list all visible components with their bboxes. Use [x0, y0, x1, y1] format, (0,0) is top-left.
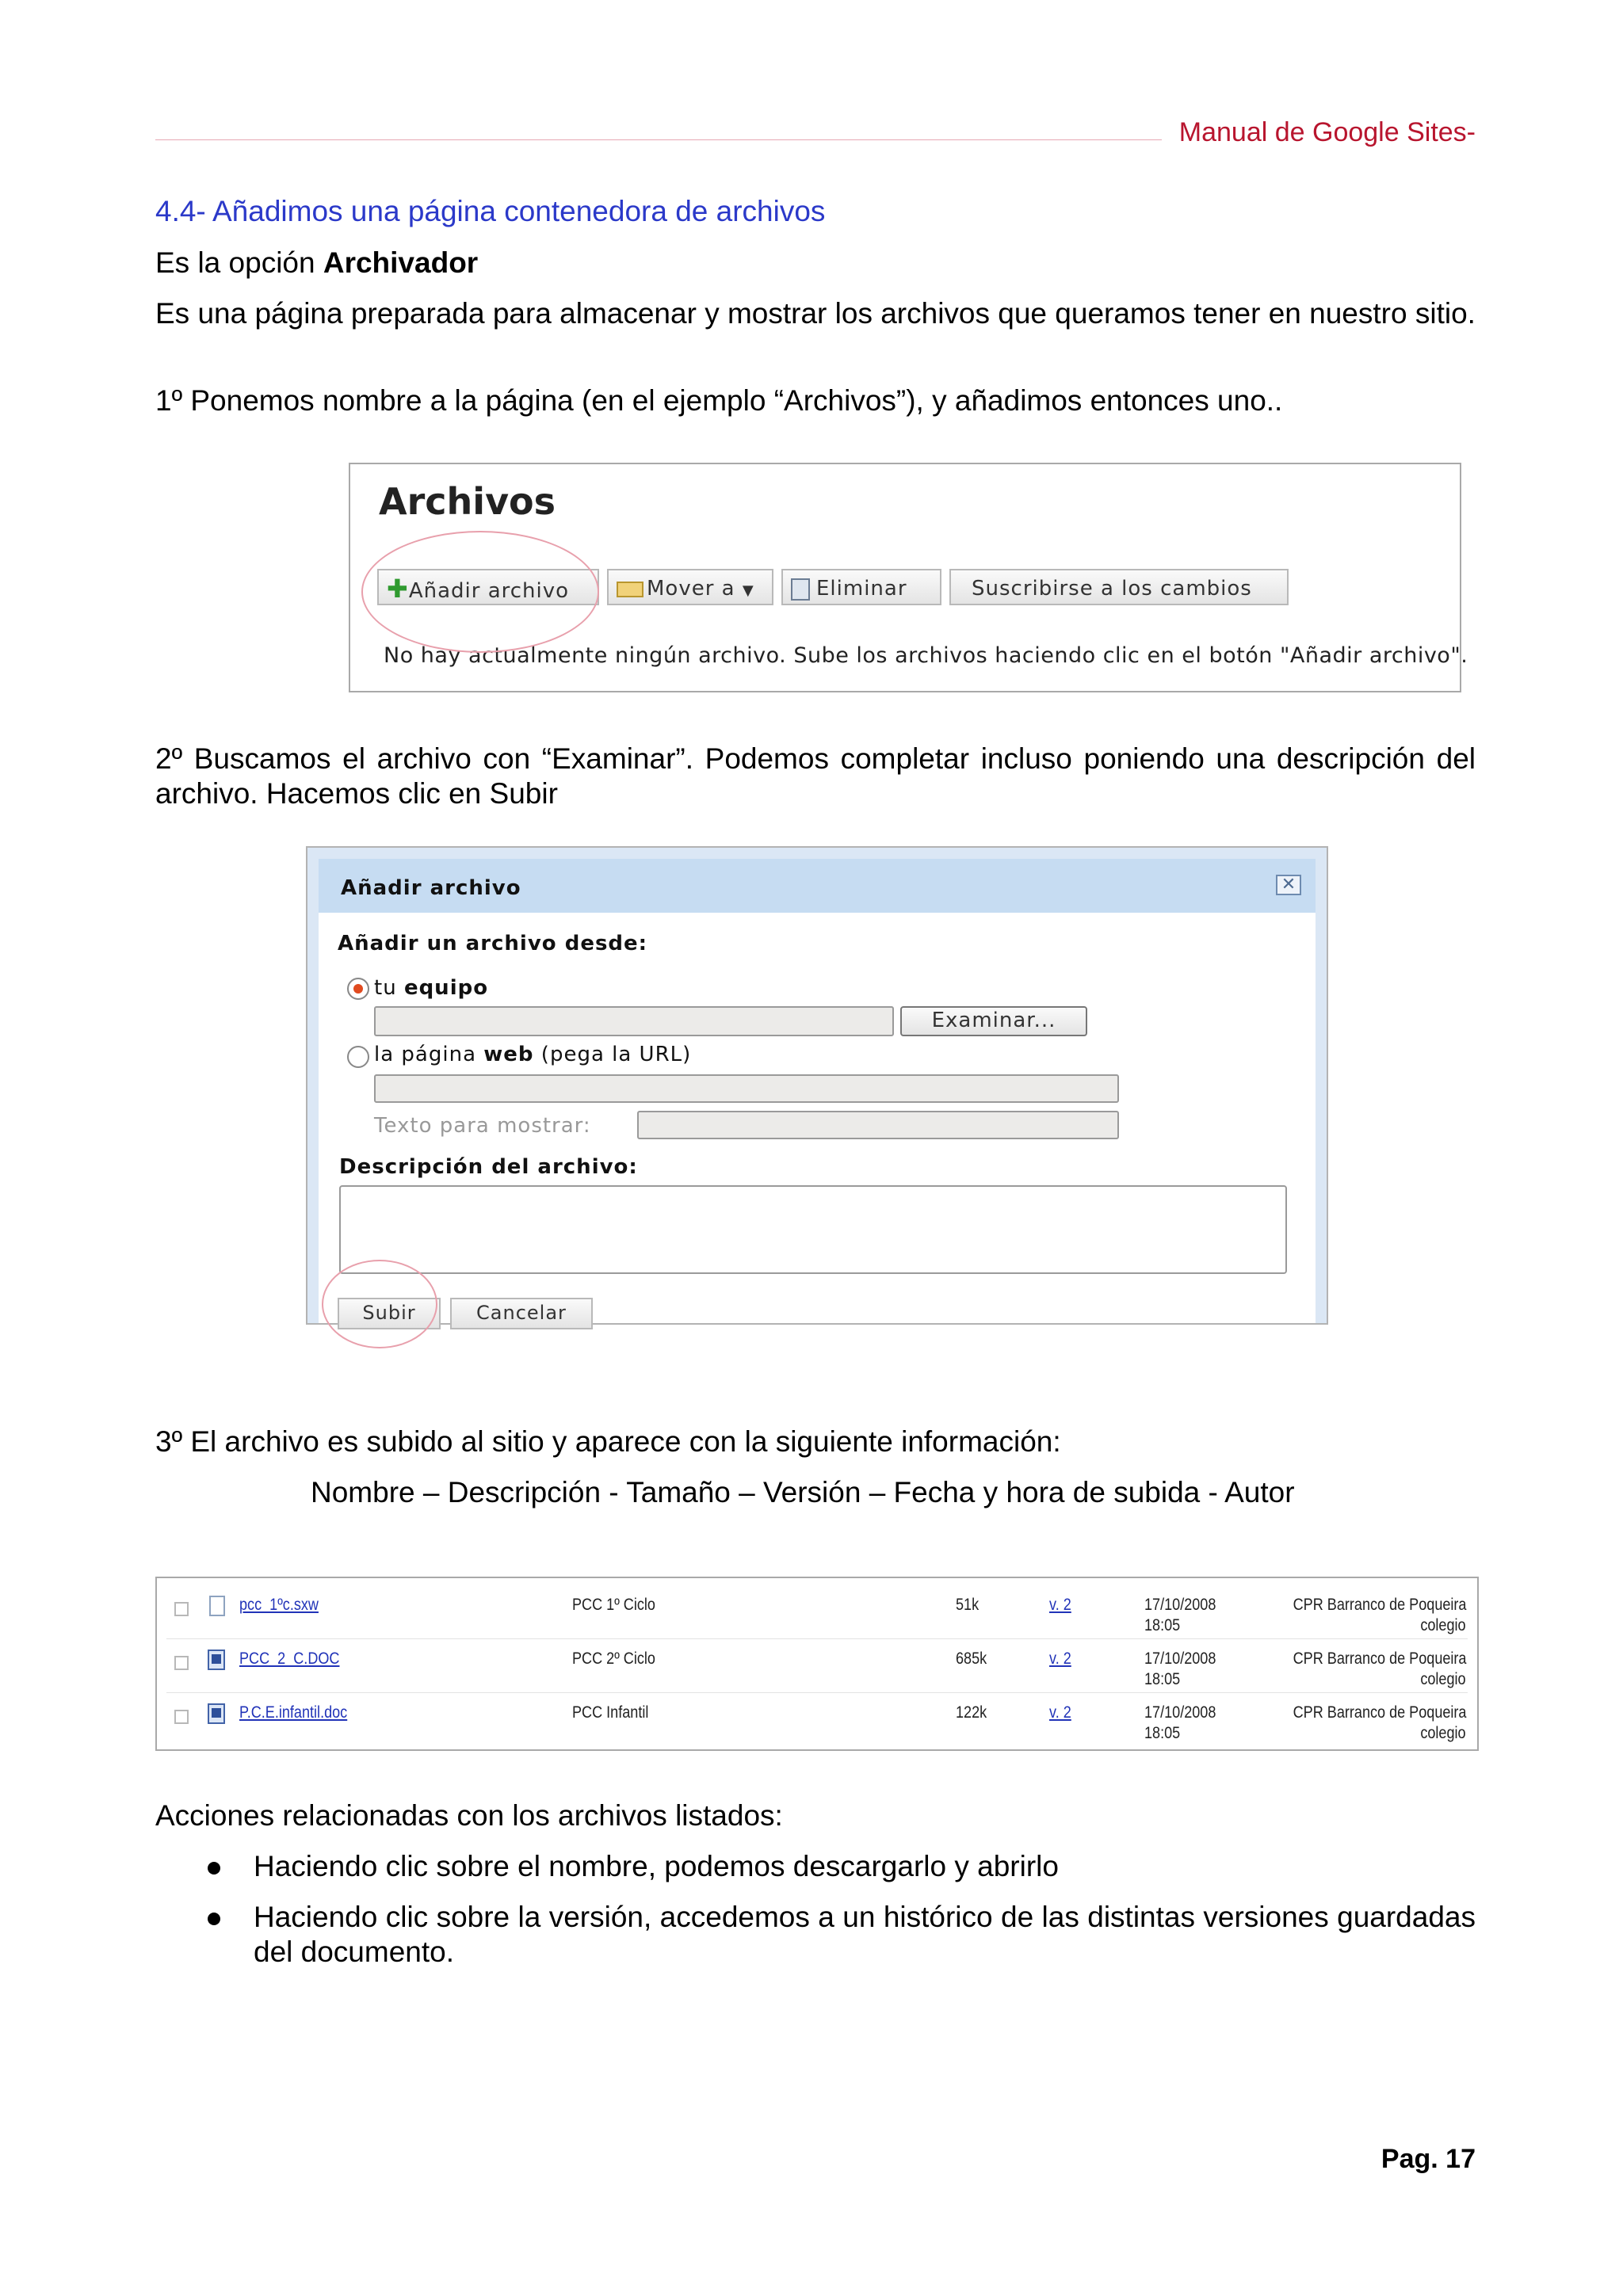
bullet-icon	[208, 1913, 220, 1925]
file-author-role: colegio	[1420, 1724, 1466, 1742]
chevron-down-icon: ▼	[742, 582, 754, 599]
file-description: PCC Infantil	[572, 1703, 649, 1722]
file-version-link[interactable]: v. 2	[1049, 1650, 1071, 1668]
option-web-label	[374, 1043, 691, 1066]
delete-button[interactable]	[781, 569, 941, 605]
table-row	[157, 1699, 1477, 1754]
display-text-label: Texto para mostrar:	[374, 1114, 591, 1138]
file-size: 51k	[956, 1596, 980, 1614]
step2-text: 2º Buscamos el archivo con “Examinar”. Podemos completar incluso poniendo una descripción del archivo. Hacemos clic en Subir	[155, 742, 1476, 810]
file-name-link[interactable]: PCC_2_C.DOC	[239, 1650, 340, 1668]
empty-message: No hay actualmente ningún archivo. Sube los archivos haciendo clic en el botón "Añadir archivo".	[384, 643, 1468, 668]
file-path-input[interactable]	[374, 1006, 894, 1036]
section-heading: 4.4- Añadimos una página contenedora de archivos	[155, 195, 826, 227]
intro-prefix: Es la opción	[155, 246, 323, 279]
intro-line	[155, 246, 478, 280]
intro-description: Es una página preparada para almacenar y mostrar los archivos que queramos tener en nuestro sitio.	[155, 297, 1476, 330]
file-author: CPR Barranco de Poqueira	[1293, 1596, 1466, 1614]
action-item: Haciendo clic sobre la versión, accedemos a un histórico de las distintas versiones guardadas del documento.	[254, 1901, 1476, 1968]
action-item: Haciendo clic sobre el nombre, podemos descargarlo y abrirlo	[254, 1850, 1059, 1882]
header-title: Manual de Google Sites-	[1178, 117, 1476, 147]
browse-button[interactable]: Examinar...	[900, 1006, 1087, 1036]
file-time: 18:05	[1144, 1670, 1181, 1688]
bullet-icon	[208, 1862, 220, 1875]
upload-highlight-circle	[322, 1260, 437, 1348]
delete-label: Eliminar	[816, 577, 907, 601]
file-time: 18:05	[1144, 1724, 1181, 1742]
close-icon[interactable]: ✕	[1276, 875, 1301, 895]
row-checkbox[interactable]	[174, 1656, 189, 1670]
row-checkbox[interactable]	[174, 1710, 189, 1724]
option-computer-prefix: tu	[374, 976, 404, 1000]
row-divider	[166, 1638, 1468, 1639]
description-label: Descripción del archivo:	[339, 1155, 638, 1179]
file-description: PCC 2º Ciclo	[572, 1650, 655, 1668]
radio-web[interactable]	[347, 1046, 369, 1068]
move-to-label: Mover a	[647, 577, 735, 601]
files-table	[155, 1577, 1479, 1751]
add-file-label: Añadir archivo	[408, 579, 570, 603]
trash-icon	[791, 578, 810, 601]
option-computer-bold: equipo	[403, 976, 489, 1000]
folder-icon	[617, 582, 643, 597]
file-size: 685k	[956, 1650, 987, 1668]
step1-text: 1º Ponemos nombre a la página (en el ejemplo “Archivos”), y añadimos entonces uno..	[155, 384, 1283, 417]
description-textarea[interactable]	[339, 1185, 1287, 1274]
fields-line: Nombre – Descripción - Tamaño – Versión – Fecha y hora de subida - Autor	[311, 1476, 1295, 1508]
intro-bold: Archivador	[323, 246, 479, 279]
row-checkbox[interactable]	[174, 1602, 189, 1616]
word-doc-icon	[208, 1650, 225, 1670]
file-time: 18:05	[1144, 1616, 1181, 1634]
url-input[interactable]	[374, 1074, 1119, 1103]
file-author-role: colegio	[1420, 1670, 1466, 1688]
option-computer-label	[374, 976, 488, 1000]
actions-heading: Acciones relacionadas con los archivos listados:	[155, 1799, 783, 1832]
page-number: Pag. 17	[1381, 2144, 1476, 2174]
row-divider	[166, 1692, 1468, 1693]
move-to-button[interactable]	[607, 569, 773, 605]
file-date: 17/10/2008	[1144, 1650, 1216, 1668]
step3-text: 3º El archivo es subido al sitio y aparece con la siguiente información:	[155, 1425, 1061, 1458]
source-label: Añadir un archivo desde:	[338, 932, 648, 955]
radio-computer[interactable]	[347, 978, 369, 1000]
file-description: PCC 1º Ciclo	[572, 1596, 655, 1614]
archivos-screenshot	[349, 463, 1468, 692]
dialog-title: Añadir archivo	[341, 876, 521, 900]
option-web-suffix: (pega la URL)	[533, 1043, 692, 1066]
plus-icon: ✚	[387, 574, 409, 604]
file-size: 122k	[956, 1703, 987, 1722]
option-web-prefix: la página	[374, 1043, 484, 1066]
word-doc-icon	[208, 1703, 225, 1724]
header-rule	[155, 139, 1162, 140]
upload-button[interactable]: Subir	[338, 1298, 441, 1329]
file-date: 17/10/2008	[1144, 1703, 1216, 1722]
add-file-dialog	[306, 846, 1328, 1325]
highlight-circle	[361, 531, 599, 653]
file-date: 17/10/2008	[1144, 1596, 1216, 1614]
file-name-link[interactable]: P.C.E.infantil.doc	[239, 1703, 348, 1722]
file-author-role: colegio	[1420, 1616, 1466, 1634]
file-author: CPR Barranco de Poqueira	[1293, 1703, 1466, 1722]
file-icon	[209, 1596, 225, 1616]
option-web-bold: web	[483, 1043, 534, 1066]
subscribe-button[interactable]: Suscribirse a los cambios	[949, 569, 1289, 605]
file-version-link[interactable]: v. 2	[1049, 1596, 1071, 1614]
file-name-link[interactable]: pcc_1ºc.sxw	[239, 1596, 319, 1614]
file-version-link[interactable]: v. 2	[1049, 1703, 1071, 1722]
cancel-button[interactable]: Cancelar	[450, 1298, 593, 1329]
display-text-input[interactable]	[637, 1111, 1119, 1139]
archivos-title: Archivos	[379, 480, 556, 523]
file-author: CPR Barranco de Poqueira	[1293, 1650, 1466, 1668]
